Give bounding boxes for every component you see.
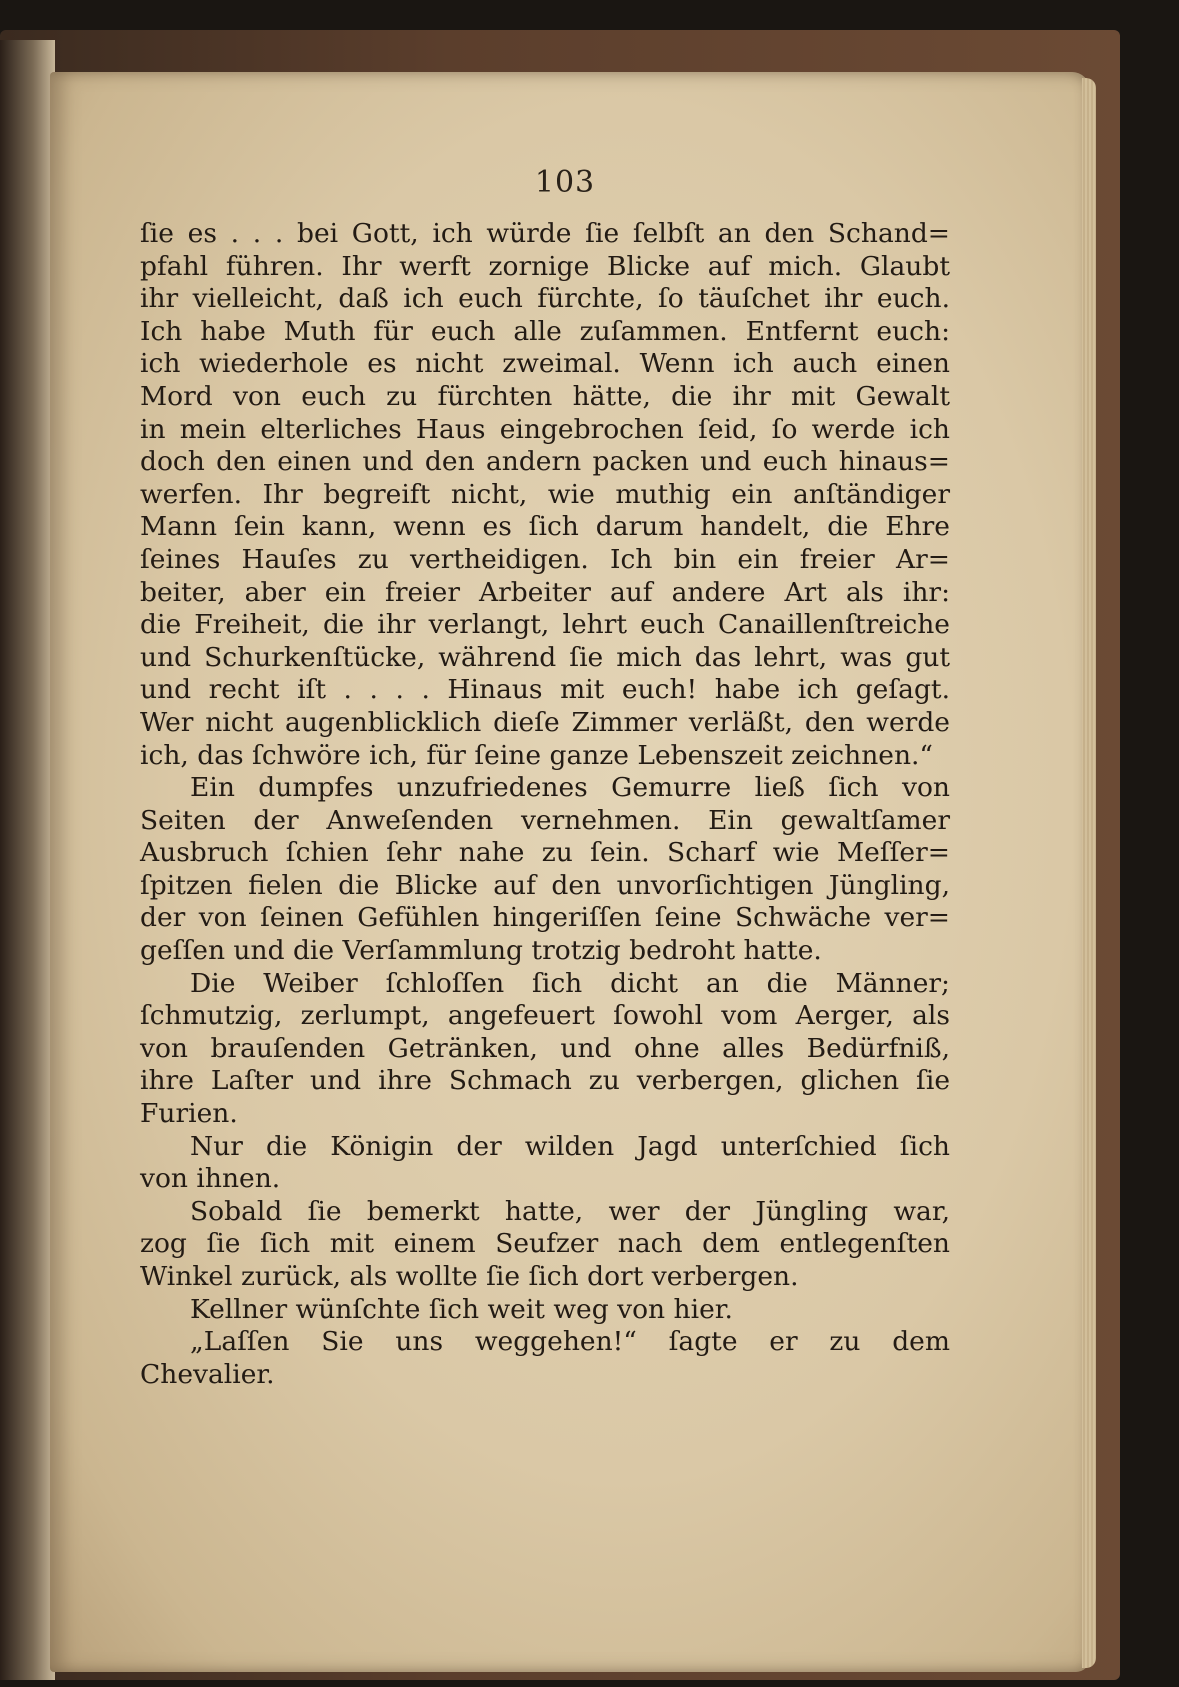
text-line: in mein elterliches Haus eingebrochen ſeid, ſo werde ich xyxy=(140,413,950,445)
text-line: und Schurkenſtücke, während ſie mich das lehrt, was gut xyxy=(140,641,950,673)
text-line: Ausbruch ſchien ſehr nahe zu ſein. Scharf wie Meſſer= xyxy=(140,837,950,869)
text-line: geſſen und die Verſammlung trotzig bedroht hatte. xyxy=(140,935,822,967)
text-line: doch den einen und den andern packen und euch hinaus= xyxy=(140,446,950,478)
book-spine xyxy=(0,40,55,1680)
page-number: 103 xyxy=(534,165,596,200)
text-line: Furien. xyxy=(140,1098,238,1130)
text-line: die Freiheit, die ihr verlangt, lehrt euch Canaillenſtreiche xyxy=(140,609,950,641)
text-line: ſie es . . . bei Gott, ich würde ſie ſelbſt an den Schand= xyxy=(140,218,950,249)
text-line: ſeines Hauſes zu vertheidigen. Ich bin ein freier Ar= xyxy=(140,543,950,575)
text-line: „Laſſen Sie uns weggehen!“ ſagte er zu dem xyxy=(190,1326,950,1358)
text-line: werfen. Ihr begreift nicht, wie muthig ein anſtändiger xyxy=(140,478,950,510)
page-edges xyxy=(1082,78,1096,1668)
page-text xyxy=(140,218,950,1391)
text-line: ihr vielleicht, daß ich euch fürchte, ſo täuſchet ihr euch. xyxy=(140,283,950,315)
text-line: Winkel zurück, als wollte ſie ſich dort verbergen. xyxy=(140,1261,799,1292)
text-line: ſchmutzig, zerlumpt, angefeuert ſowohl vom Aerger, als xyxy=(140,1000,950,1032)
text-line: pfahl führen. Ihr werft zornige Blicke auf mich. Glaubt xyxy=(140,250,950,282)
text-line: zog ſie ſich mit einem Seufzer nach dem entlegenſten xyxy=(140,1228,950,1260)
text-line: ich wiederhole es nicht zweimal. Wenn ich auch einen xyxy=(140,348,950,380)
text-line: Kellner wünſchte ſich weit weg von hier. xyxy=(190,1293,733,1325)
text-line: der von ſeinen Gefühlen hingeriſſen ſeine Schwäche ver= xyxy=(140,902,950,934)
text-line: Nur die Königin der wilden Jagd unterſchied ſich xyxy=(190,1130,950,1162)
text-line: Die Weiber ſchloſſen ſich dicht an die Männer; xyxy=(190,967,950,999)
text-line: beiter, aber ein freier Arbeiter auf andere Art als ihr: xyxy=(140,576,950,608)
text-line: Chevalier. xyxy=(140,1358,275,1390)
text-line: Sobald ſie bemerkt hatte, wer der Jüngling war, xyxy=(190,1195,950,1227)
text-line: Ich habe Muth für euch alle zuſammen. Entfernt euch: xyxy=(140,315,950,347)
text-line: ihre Laſter und ihre Schmach zu verbergen, glichen ſie xyxy=(140,1065,950,1097)
text-line: Mord von euch zu fürchten hätte, die ihr mit Gewalt xyxy=(140,380,950,412)
text-line: von ihnen. xyxy=(140,1163,281,1195)
text-line: Wer nicht augenblicklich dieſe Zimmer verläßt, den werde xyxy=(140,706,950,738)
text-line: ich, das ſchwöre ich, für ſeine ganze Lebenszeit zeichnen.“ xyxy=(140,739,933,771)
text-line: Mann ſein kann, wenn es ſich darum handelt, die Ehre xyxy=(140,511,950,543)
text-line: von brauſenden Getränken, und ohne alles Bedürfniß, xyxy=(140,1032,950,1064)
text-line: ſpitzen fielen die Blicke auf den unvorſichtigen Jüngling, xyxy=(140,869,950,901)
text-line: Seiten der Anweſenden vernehmen. Ein gewaltſamer xyxy=(140,804,950,836)
text-line: und recht iſt . . . . Hinaus mit euch! habe ich geſagt. xyxy=(140,674,950,706)
text-line: Ein dumpfes unzufriedenes Gemurre ließ ſich von xyxy=(190,772,950,804)
